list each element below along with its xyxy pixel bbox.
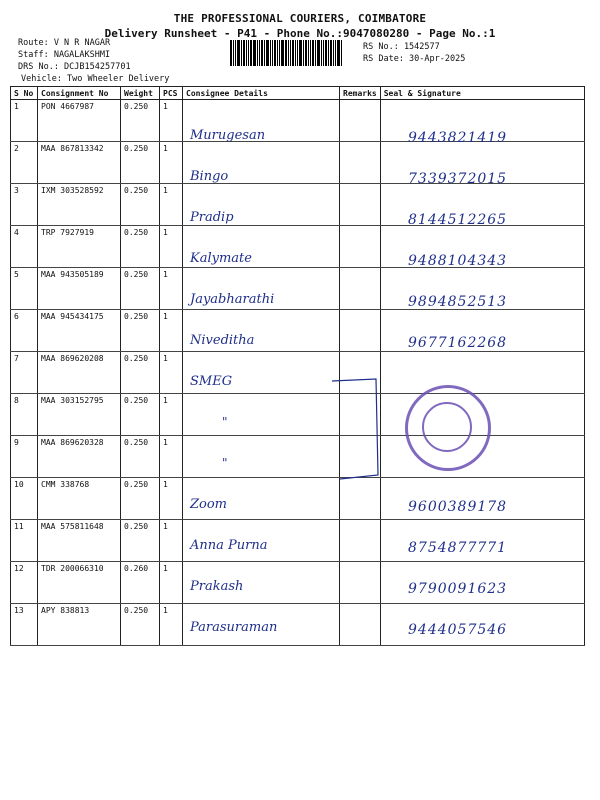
col-pcs: PCS [160,87,183,100]
row-weight: 0.260 [121,562,160,604]
handwritten-signature-phone: 9600389178 [408,499,508,515]
row-sno: 7 [11,352,38,394]
runsheet-title: THE PROFESSIONAL COURIERS, COIMBATORE [173,12,427,25]
handwritten-signature-phone: 9444057546 [408,622,508,638]
row-remarks [340,184,381,226]
row-sno: 3 [11,184,38,226]
row-consignee [183,394,340,436]
seal-stamp [405,385,491,471]
vehicle-text: Vehicle: Two Wheeler Delivery [21,74,170,84]
row-pcs: 1 [160,520,183,562]
handwritten-consignee: Anna Purna [190,538,268,553]
row-sno: 13 [11,604,38,646]
row-weight: 0.250 [121,604,160,646]
handwritten-consignee: Prakash [190,579,244,594]
row-pcs: 1 [160,226,183,268]
row-weight: 0.250 [121,226,160,268]
row-pcs: 1 [160,478,183,520]
handwritten-signature-phone: 9790091623 [408,581,508,597]
row-pcs: 1 [160,436,183,478]
handwritten-consignee: Parasuraman [190,620,278,635]
row-remarks [340,226,381,268]
rs-no-text: RS No.: 1542577 [363,42,440,52]
row-pcs: 1 [160,142,183,184]
row-weight: 0.250 [121,520,160,562]
row-remarks [340,562,381,604]
row-remarks [340,268,381,310]
row-remarks [340,142,381,184]
row-signature [380,352,584,394]
row-sno: 10 [11,478,38,520]
handwritten-signature-phone: 9894852513 [408,294,508,310]
row-sno: 6 [11,310,38,352]
table-row [11,352,585,394]
row-weight: 0.250 [121,310,160,352]
row-weight: 0.250 [121,142,160,184]
handwritten-consignee: Bingo [190,169,229,184]
row-pcs: 1 [160,562,183,604]
handwritten-signature-phone: 8144512265 [408,212,508,228]
handwritten-signature-phone: 8754877771 [408,540,508,556]
handwritten-signature-phone: 9443821419 [408,130,508,146]
row-weight: 0.250 [121,394,160,436]
row-sno: 5 [11,268,38,310]
row-weight: 0.250 [121,268,160,310]
row-pcs: 1 [160,352,183,394]
row-remarks [340,310,381,352]
row-sno: 9 [11,436,38,478]
row-pcs: 1 [160,310,183,352]
row-consignment-no: MAA 867813342 [38,142,121,184]
row-consignment-no: PON 4667987 [38,100,121,142]
row-pcs: 1 [160,268,183,310]
row-consignment-no: MAA 575811648 [38,520,121,562]
row-pcs: 1 [160,394,183,436]
drs-text: DRS No.: DCJB154257701 [18,62,131,72]
rs-date-text: RS Date: 30-Apr-2025 [363,54,466,64]
table-header-row [11,87,585,100]
row-pcs: 1 [160,604,183,646]
col-sno: S No [11,87,38,100]
row-consignment-no: MAA 869620208 [38,352,121,394]
row-remarks [340,520,381,562]
row-consignment-no: MAA 869620328 [38,436,121,478]
handwritten-consignee: " [222,415,228,429]
row-consignment-no: CMM 338768 [38,478,121,520]
col-signature: Seal & Signature [380,87,584,100]
row-sno: 8 [11,394,38,436]
row-consignment-no: APY 838813 [38,604,121,646]
row-sno: 11 [11,520,38,562]
row-consignment-no: MAA 303152795 [38,394,121,436]
table-row [11,436,585,478]
row-remarks [340,604,381,646]
row-remarks [340,100,381,142]
handwritten-consignee: Zoom [190,497,228,512]
handwritten-consignee: Murugesan [190,128,266,143]
handwritten-consignee: SMEG [190,374,233,389]
runsheet-table [10,86,585,646]
row-consignment-no: TDR 200066310 [38,562,121,604]
row-sno: 12 [11,562,38,604]
row-consignee [183,436,340,478]
row-weight: 0.250 [121,478,160,520]
handwritten-signature-phone: 7339372015 [408,171,508,187]
row-sno: 1 [11,100,38,142]
row-weight: 0.250 [121,436,160,478]
col-weight: Weight [121,87,160,100]
row-consignment-no: TRP 7927919 [38,226,121,268]
col-consignment: Consignment No [38,87,121,100]
handwritten-consignee: Niveditha [190,333,255,348]
route-text: Route: V N R NAGAR [18,38,111,48]
staff-text: Staff: NAGALAKSHMI [18,50,111,60]
row-weight: 0.250 [121,352,160,394]
table-row [11,394,585,436]
seal-stamp-inner [422,402,472,452]
row-pcs: 1 [160,184,183,226]
row-weight: 0.250 [121,184,160,226]
row-weight: 0.250 [121,100,160,142]
col-consignee: Consignee Details [183,87,340,100]
row-sno: 2 [11,142,38,184]
col-remarks: Remarks [340,87,381,100]
handwritten-consignee: Kalymate [190,251,252,266]
row-consignment-no: MAA 945434175 [38,310,121,352]
handwritten-signature-phone: 9677162268 [408,335,508,351]
meta-left [18,37,170,85]
row-sno: 4 [11,226,38,268]
row-consignment-no: MAA 943505189 [38,268,121,310]
barcode-icon [230,40,356,66]
handwritten-signature-phone: 9488104343 [408,253,508,269]
row-consignment-no: IXM 303528592 [38,184,121,226]
runsheet-subtitle: Delivery Runsheet - P41 - Phone No.:9047080280 - Page No.:1 [104,27,496,40]
handwritten-consignee: " [222,456,228,470]
meta-right [363,41,465,65]
handwritten-consignee: Jayabharathi [190,292,275,307]
row-pcs: 1 [160,100,183,142]
handwritten-consignee: Pradip [190,210,234,225]
bracket-mark [330,375,390,485]
